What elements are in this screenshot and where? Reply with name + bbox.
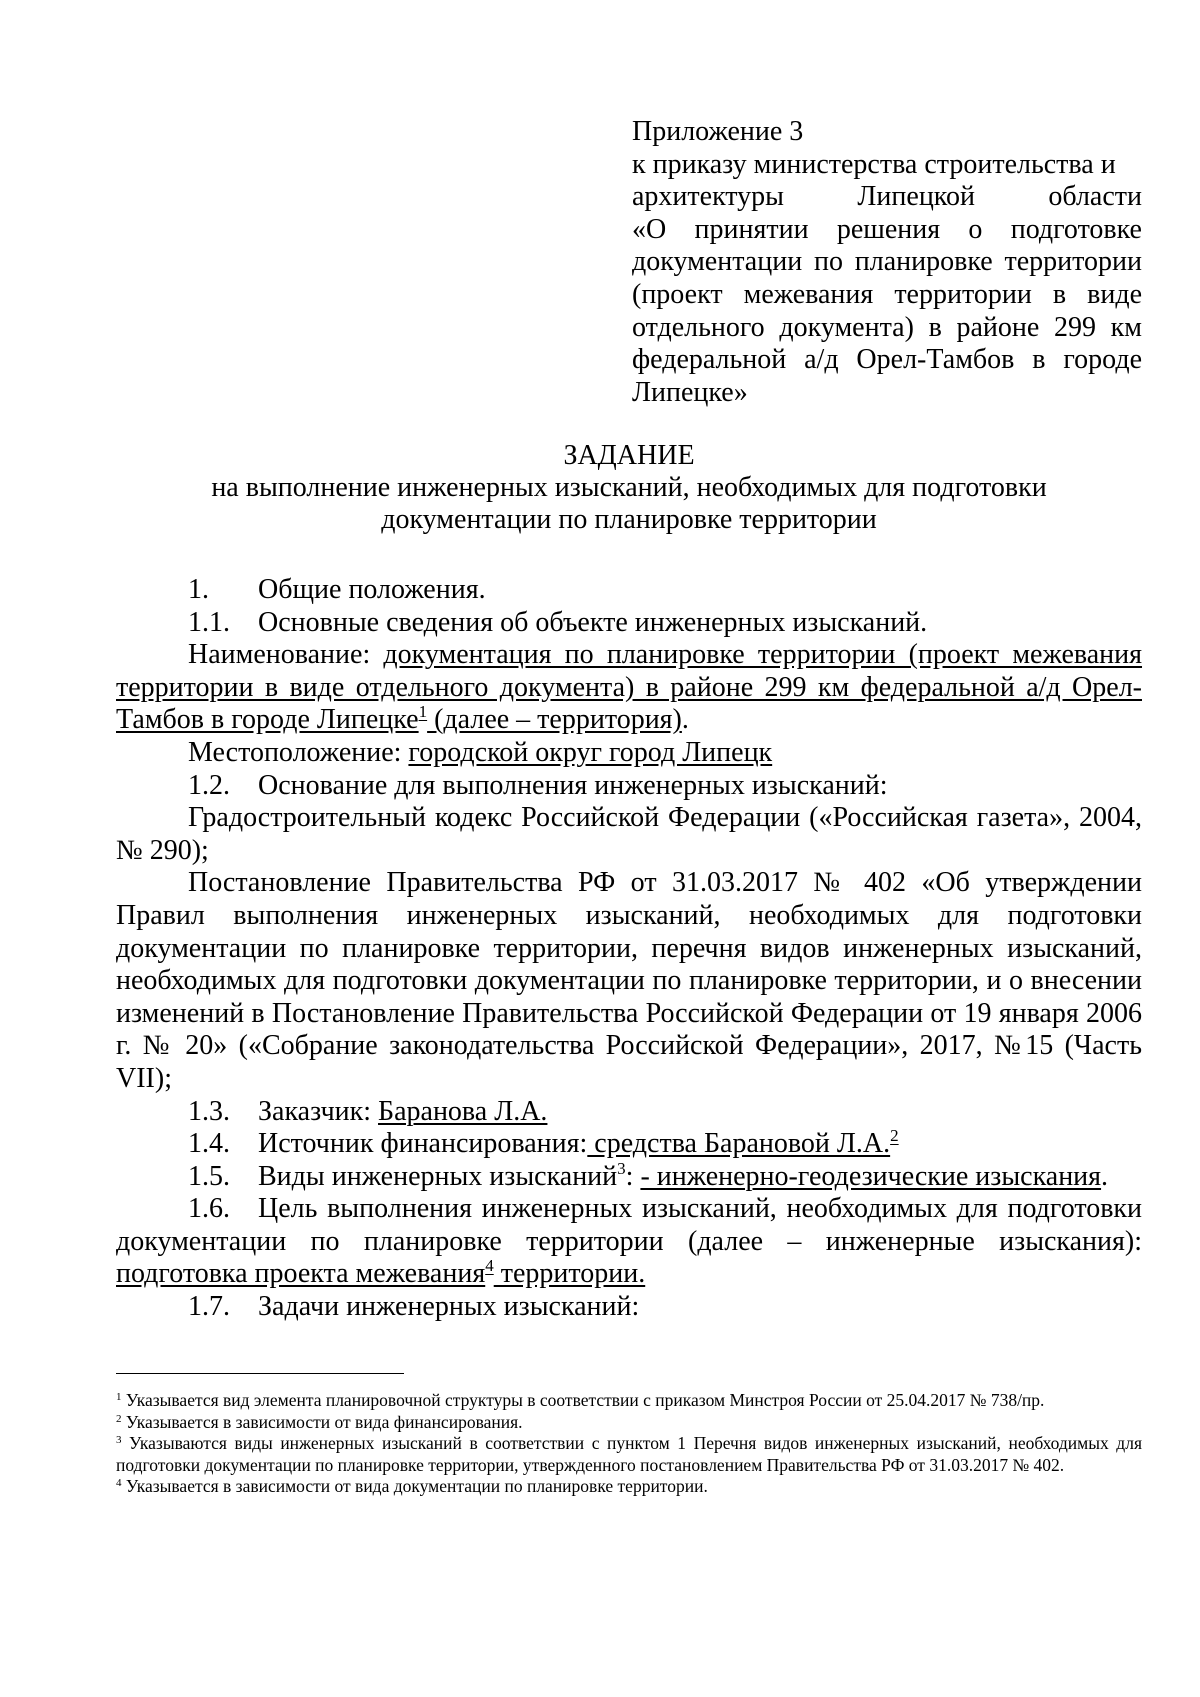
appendix-line: отдельного документа) в районе 299 км xyxy=(632,311,1142,343)
survey-types-end: . xyxy=(1101,1160,1109,1192)
section-number: 1.4. xyxy=(188,1128,230,1160)
section-text: Основные сведения об объекте инженерных изысканий. xyxy=(258,606,928,638)
name-label: Наименование: xyxy=(188,639,384,671)
section-text: Общие положения. xyxy=(258,574,486,605)
location-value: городской округ город Липецк xyxy=(408,736,773,768)
footnote-ref: 2 xyxy=(890,1126,899,1146)
appendix-line: к приказу министерства строительства и xyxy=(632,148,1116,180)
purpose-value: территории. xyxy=(493,1258,646,1290)
document-title xyxy=(116,440,1142,536)
section-number: 1. xyxy=(188,574,209,605)
section-number: 1.7. xyxy=(188,1291,230,1323)
section-text: Основание для выполнения инженерных изысканий: xyxy=(258,769,888,801)
footnote-text: Указывается в зависимости от вида документации по планировке территории. xyxy=(121,1476,708,1496)
footnote-mark: 4 xyxy=(116,1477,122,1489)
appendix-line: Липецке» xyxy=(632,376,748,408)
footnote xyxy=(116,1476,1142,1498)
appendix-line: федеральной а/д Орел-Тамбов в городе xyxy=(632,344,1142,376)
document-body xyxy=(116,574,1142,1324)
section-1-1 xyxy=(116,607,1142,640)
location-label: Местоположение: xyxy=(188,736,409,768)
footnote-ref: 4 xyxy=(485,1256,494,1276)
footnote xyxy=(116,1390,1142,1412)
section-1 xyxy=(116,574,1142,607)
section-text: Задачи инженерных изысканий: xyxy=(258,1291,640,1323)
object-location xyxy=(116,737,1142,770)
section-text: Цель выполнения инженерных изысканий, необходимых для подготовки документации по планировке территории (далее – инженерные изыскания): xyxy=(116,1193,1142,1257)
survey-types-label: Виды инженерных изысканий xyxy=(258,1160,618,1192)
section-1-6 xyxy=(116,1193,1142,1291)
footnote-text: Указываются виды инженерных изысканий в соответствии с пунктом 1 Перечня видов инженерных изысканий, необходимых для подготовки документации по планировке территории, утвержденного постановлением Правительства РФ от 31.03.2017 № 402. xyxy=(116,1433,1142,1475)
footnote xyxy=(116,1433,1142,1476)
footnote xyxy=(116,1412,1142,1434)
footnote-ref: 3 xyxy=(617,1158,626,1178)
title-subtitle: документации по планировке территории xyxy=(381,504,877,535)
footnote-mark: 1 xyxy=(116,1391,122,1403)
name-end: . xyxy=(681,704,689,736)
footnotes xyxy=(116,1390,1142,1498)
customer-label: Заказчик: xyxy=(258,1095,379,1127)
footnote-ref: 1 xyxy=(418,702,428,722)
basis-item: Градостроительный кодекс Российской Федерации («Российская газета», 2004, № 290); xyxy=(116,802,1142,866)
section-1-4 xyxy=(116,1128,1142,1161)
section-number: 1.6. xyxy=(188,1193,230,1225)
title-subtitle: на выполнение инженерных изысканий, необходимых для подготовки xyxy=(211,472,1047,503)
footnote-text: Указывается в зависимости от вида финансирования. xyxy=(121,1411,523,1432)
survey-types-value: - инженерно-геодезические изыскания xyxy=(640,1160,1102,1192)
section-number: 1.2. xyxy=(188,769,230,801)
appendix-line: документации по планировке территории xyxy=(632,246,1142,278)
footnote-mark: 2 xyxy=(116,1412,122,1425)
funding-label: Источник финансирования: xyxy=(258,1128,588,1160)
basis-item: Постановление Правительства РФ от 31.03.2017 № 402 «Об утверждении Правил выполнения инженерных изысканий, необходимых для подготовки документации по планировке территории, перечня видов инженерных изысканий, необходимых для подготовки документации по планировке территории, и о внесении изменений в Постановление Правительства Российской Федерации от 19 января 2006 г. № 20» («Собрание законодательства Российской Федерации», 2017, №15 (Часть VII); xyxy=(116,867,1142,1094)
survey-types-colon: : xyxy=(625,1160,641,1192)
name-value: документация по планировке территории (проект межевания территории в виде отдельного документа) в районе 299 км федеральной а/д Орел-Тамбов в городе Липецке xyxy=(116,639,1143,736)
funding-value: средства Барановой Л.А. xyxy=(587,1128,891,1160)
section-1-2 xyxy=(116,770,1142,803)
footnote-separator xyxy=(116,1373,404,1374)
name-value: (далее – территория) xyxy=(427,704,682,736)
appendix-line: Приложение 3 xyxy=(632,116,804,147)
title-heading: ЗАДАНИЕ xyxy=(563,440,695,471)
appendix-line: архитектуры Липецкой области xyxy=(632,181,1142,213)
footnote-mark: 3 xyxy=(116,1434,122,1446)
appendix-line: «О принятии решения о подготовке xyxy=(632,213,1142,245)
section-1-7 xyxy=(116,1291,1142,1324)
customer-value: Баранова Л.А. xyxy=(378,1095,548,1127)
section-1-3 xyxy=(116,1096,1142,1129)
section-number: 1.5. xyxy=(188,1160,230,1192)
object-name xyxy=(116,639,1142,737)
appendix-block xyxy=(632,116,1142,409)
section-number: 1.3. xyxy=(188,1095,230,1127)
appendix-line: (проект межевания территории в виде xyxy=(632,278,1142,310)
section-number: 1.1. xyxy=(188,606,230,638)
purpose-value: подготовка проекта межевания xyxy=(116,1258,486,1290)
section-1-5 xyxy=(116,1158,1142,1194)
footnote-text: Указывается вид элемента планировочной структуры в соответствии с приказом Минстроя России от 25.04.2017 № 738/пр. xyxy=(121,1390,1045,1410)
